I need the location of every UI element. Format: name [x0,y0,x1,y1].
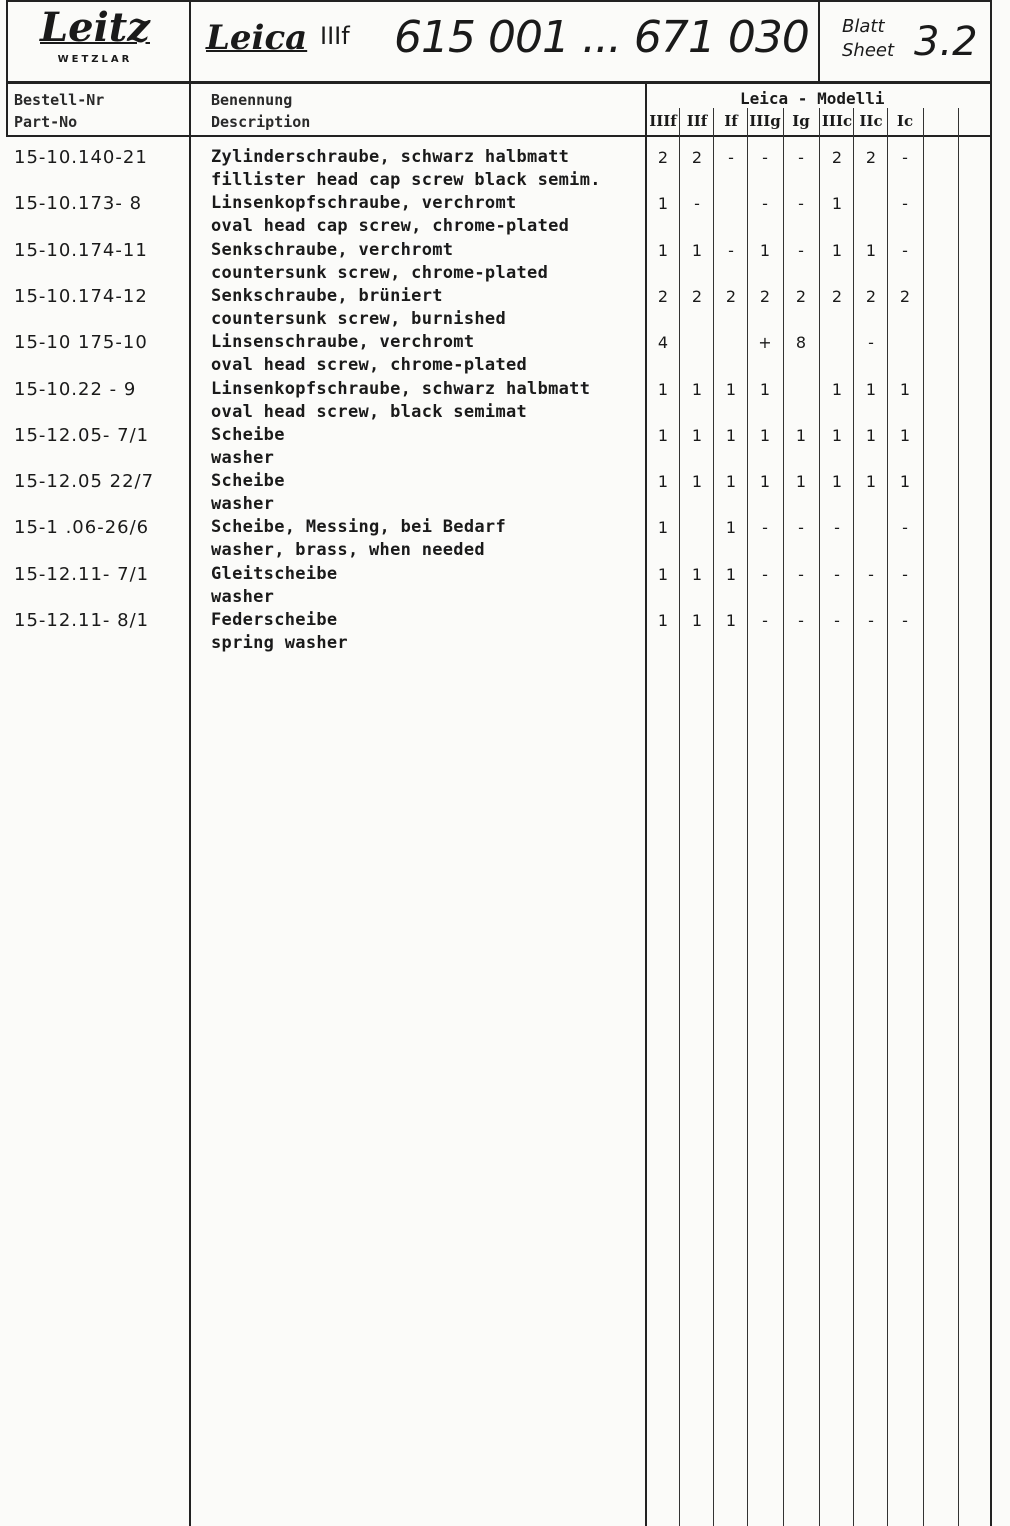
description-de: Linsenkopfschraube, verchromt [211,193,517,213]
model-column-header: Ig [792,112,810,130]
description-header-en: Description [211,113,311,131]
part-number: 15-1 .06-26/6 [14,517,150,538]
quantity-cell: 1 [691,380,703,399]
description-en: spring washer [211,633,348,653]
quantity-cell: - [902,194,908,213]
quantity-cell: 2 [759,287,771,306]
quantity-cell: 1 [865,472,877,491]
left-border [6,0,8,137]
quantity-cell: 1 [831,472,843,491]
leica-logo: Leica [206,18,308,58]
description-en: washer [211,448,275,468]
quantity-cell: - [868,333,874,352]
description-en: washer [211,587,275,607]
description-en: washer [211,494,275,514]
description-de: Senkschraube, verchromt [211,240,454,260]
model-col-rule [853,108,854,1526]
quantity-cell: 2 [795,287,807,306]
quantity-cell: - [762,611,768,630]
quantity-cell: - [762,148,768,167]
model-col-rule [923,108,924,1526]
quantity-cell: - [902,565,908,584]
quantity-cell: 1 [759,380,771,399]
sheet-label-de: Blatt [842,16,885,37]
part-number: 15-10.174-12 [14,286,148,307]
part-number: 15-10.173- 8 [14,193,143,214]
camera-model: IIIf [320,22,350,50]
serial-range: 615 001 ... 671 030 [394,12,809,63]
quantity-cell: 2 [725,287,737,306]
part-number: 15-12.11- 8/1 [14,610,150,631]
quantity-cell: - [868,611,874,630]
quantity-cell: - [798,148,804,167]
quantity-cell: 1 [725,611,737,630]
quantity-cell: 1 [865,380,877,399]
quantity-cell: - [762,565,768,584]
quantity-cell: 1 [831,380,843,399]
quantity-cell: - [798,565,804,584]
quantity-cell: 1 [725,380,737,399]
description-en: countersunk screw, burnished [211,309,506,329]
quantity-cell: + [758,333,772,352]
models-header: Leica - Modelli [740,89,885,108]
description-en: oval head screw, black semimat [211,402,528,422]
description-de: Scheibe [211,471,285,491]
quantity-cell: - [834,611,840,630]
quantity-cell: 1 [899,472,911,491]
description-en: countersunk screw, chrome-plated [211,263,549,283]
quantity-cell: 1 [725,472,737,491]
quantity-cell: 2 [831,148,843,167]
quantity-cell: 1 [831,426,843,445]
quantity-cell: 1 [657,194,669,213]
model-col-rule [887,108,888,1526]
description-header-de: Benennung [211,91,293,109]
quantity-cell: - [798,611,804,630]
quantity-cell: - [728,148,734,167]
description-en: oval head cap screw, chrome-plated [211,216,570,236]
column-header-rule [6,135,992,137]
description-en: fillister head cap screw black semim. [211,170,601,190]
quantity-cell: - [798,241,804,260]
quantity-cell: - [762,194,768,213]
quantity-cell: - [798,518,804,537]
model-col-rule [783,108,784,1526]
model-col-rule [958,108,959,1526]
part-number: 15-10.174-11 [14,240,148,261]
quantity-cell: 2 [831,287,843,306]
quantity-cell: 1 [657,380,669,399]
description-de: Scheibe, Messing, bei Bedarf [211,517,506,537]
quantity-cell: 1 [657,611,669,630]
quantity-cell: 1 [899,426,911,445]
quantity-cell: - [902,611,908,630]
part-no-header-en: Part-No [14,113,78,131]
quantity-cell: 1 [657,426,669,445]
quantity-cell: 1 [691,426,703,445]
model-col-rule [747,108,748,1526]
description-de: Gleitscheibe [211,564,338,584]
leitz-logo: Leitz [40,4,150,51]
quantity-cell: - [728,241,734,260]
quantity-cell: 1 [691,472,703,491]
quantity-cell: - [694,194,700,213]
quantity-cell: 2 [865,287,877,306]
quantity-cell: 2 [691,148,703,167]
quantity-cell: 1 [657,565,669,584]
quantity-cell: - [762,518,768,537]
quantity-cell: 1 [691,241,703,260]
quantity-cell: 1 [865,426,877,445]
model-column-header: IIf [686,112,708,130]
model-column-header: Ic [896,112,914,130]
sheet-label-en: Sheet [842,40,895,61]
sheet-divider [818,0,820,83]
part-number: 15-10.22 - 9 [14,379,137,400]
model-col-rule [819,108,820,1526]
model-col-rule [713,108,714,1526]
top-border [6,0,992,2]
quantity-cell: 1 [831,194,843,213]
sheet-number: 3.2 [914,19,978,65]
leitz-location: WETZLAR [57,54,133,65]
description-en: oval head screw, chrome-plated [211,355,528,375]
quantity-cell: 1 [759,426,771,445]
quantity-cell: 1 [725,426,737,445]
description-de: Scheibe [211,425,285,445]
description-de: Federscheibe [211,610,338,630]
quantity-cell: 1 [725,565,737,584]
description-en: washer, brass, when needed [211,540,485,560]
part-no-header-de: Bestell-Nr [14,91,105,109]
part-number: 15-12.11- 7/1 [14,564,150,585]
model-column-header: IIc [859,112,883,130]
quantity-cell: 1 [691,565,703,584]
header-rule [6,81,992,84]
quantity-cell: 1 [759,241,771,260]
quantity-cell: 4 [657,333,669,352]
quantity-cell: 1 [899,380,911,399]
quantity-cell: 2 [865,148,877,167]
quantity-cell: - [902,518,908,537]
part-number: 15-12.05- 7/1 [14,425,150,446]
model-column-header: IIIf [649,112,677,130]
quantity-cell: - [868,565,874,584]
description-de: Senkschraube, brüniert [211,286,443,306]
quantity-cell: - [834,518,840,537]
description-de: Linsenkopfschraube, schwarz halbmatt [211,379,591,399]
quantity-cell: 2 [657,287,669,306]
part-number: 15-12.05 22/7 [14,471,155,492]
quantity-cell: 1 [759,472,771,491]
quantity-cell: - [798,194,804,213]
quantity-cell: 2 [691,287,703,306]
quantity-cell: 1 [865,241,877,260]
right-border [990,0,992,1526]
description-de: Zylinderschraube, schwarz halbmatt [211,147,570,167]
quantity-cell: - [902,148,908,167]
quantity-cell: - [902,241,908,260]
quantity-cell: 1 [831,241,843,260]
quantity-cell: 1 [795,472,807,491]
quantity-cell: 1 [691,611,703,630]
model-column-header: IIIc [821,112,853,130]
part-number: 15-10.140-21 [14,147,148,168]
quantity-cell: 2 [657,148,669,167]
logo-divider [189,0,191,1526]
quantity-cell: 2 [899,287,911,306]
quantity-cell: 1 [725,518,737,537]
model-column-header: IIIg [749,112,781,130]
description-de: Linsenschraube, verchromt [211,332,475,352]
quantity-cell: - [834,565,840,584]
quantity-cell: 1 [657,472,669,491]
quantity-cell: 1 [657,241,669,260]
quantity-cell: 1 [795,426,807,445]
part-number: 15-10 175-10 [14,332,148,353]
model-col-rule [679,108,680,1526]
quantity-cell: 1 [657,518,669,537]
model-column-header: If [724,112,738,130]
quantity-cell: 8 [795,333,807,352]
